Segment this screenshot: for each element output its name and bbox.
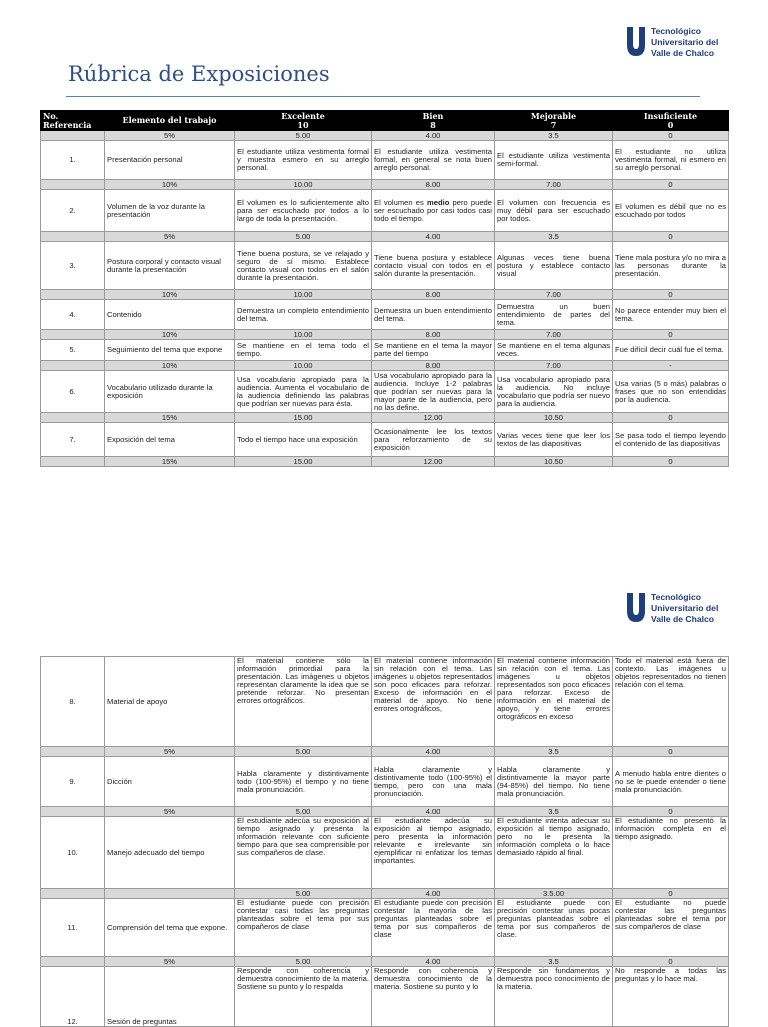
criterion-row [41, 657, 729, 747]
level-mejorable: Varias veces tiene que leer los textos de las diapositivas [495, 423, 613, 457]
logo-text [651, 592, 718, 625]
level-bien: Responde con coherencia y demuestra conocimiento de la materia. Sostiene su punto y lo [372, 967, 495, 1027]
logo-line-2: Universitario del [651, 603, 719, 613]
criterion-number: 10. [41, 817, 105, 889]
title-divider [66, 96, 700, 97]
criterion-row [41, 300, 729, 330]
logo-line-1: Tecnológico [651, 592, 701, 602]
level-insuficiente: El estudiante no utiliza vestimenta formal, ni esmero en su arreglo personal. [613, 141, 729, 180]
header-reference: No. Referencia [41, 111, 105, 131]
criterion-name: Manejo adecuado del tiempo [105, 817, 235, 889]
level-mejorable: Algunas veces tiene buena postura y establece contacto visual [495, 242, 613, 290]
level-excelente: El material contiene sólo la información primordial para la presentación. Las imágenes u objetos representan claramente la idea que se pretende reforzar. No presentan errores ortográficos. [235, 657, 372, 747]
level-insuficiente: El volumen es débil que no es escuchado por todos [613, 190, 729, 232]
criterion-row [41, 817, 729, 889]
logo-line-3: Valle de Chalco [651, 48, 715, 58]
weight-row: 10% 10.00 8.00 7.00 - [41, 361, 729, 371]
criterion-row [41, 190, 729, 232]
criterion-number: 2. [41, 190, 105, 232]
level-mejorable: Habla claramente y distintivamente la mayor parte (94-85%) del tiempo. No tiene mala pronunciación. [495, 757, 613, 807]
weight-row: 5% 5.00 4.00 3.5 0 [41, 747, 729, 757]
level-bien: Tiene buena postura y establece contacto visual con todos en el salón durante la presentación. [372, 242, 495, 290]
table-header-row [41, 111, 729, 131]
level-mejorable: Usa vocabulario apropiado para la audiencia. No incluye vocabulario que podría ser nuevo para la audiencia. [495, 371, 613, 413]
criterion-number: 1. [41, 141, 105, 180]
criterion-number: 12. [41, 967, 105, 1027]
level-excelente: El volumen es lo suficientemente alto para ser escuchado por todos a lo largo de toda la presentación. [235, 190, 372, 232]
level-bien: Ocasionalmente lee los textos para reforzamiento de su exposición [372, 423, 495, 457]
criterion-number: 7. [41, 423, 105, 457]
level-insuficiente: A menudo habla entre dientes o no se le puede entender o tiene mala pronunciación. [613, 757, 729, 807]
level-mejorable: El estudiante puede con precisión contestar unas pocas preguntas planteadas sobre el tema por sus compañeros de clase. [495, 899, 613, 957]
rubric-table-1 [40, 110, 729, 467]
level-insuficiente: Usa varias (5 o más) palabras o frases que no son entendidas por la audiencia. [613, 371, 729, 413]
level-insuficiente: Todo el material está fuera de contexto. Las imágenes u objetos representados no tienen relación con el tema. [613, 657, 729, 747]
level-bien: El estudiante utiliza vestimenta formal, en general se nota buen arreglo personal. [372, 141, 495, 180]
weight-row: 10% 10.00 8.00 7.00 0 [41, 180, 729, 190]
logo-line-1: Tecnológico [651, 26, 701, 36]
level-mejorable: El estudiante intenta adecuar su exposición al tiempo asignado, pero no le presenta la información completa o lo hace demasiado rápido al final. [495, 817, 613, 889]
level-excelente: El estudiante utiliza vestimenta formal y muestra esmero en su arreglo personal. [235, 141, 372, 180]
institution-logo [626, 593, 730, 639]
header-bien: Bien 8 [372, 111, 495, 131]
criterion-row [41, 757, 729, 807]
logo-mark-icon [626, 593, 646, 623]
level-bien: El material contiene información sin relación con el tema. Las imágenes u objetos representados son poco eficaces para reforzar. Exceso de información en el material de apoyo. No tiene errores ortográficos, [372, 657, 495, 747]
header-insuficiente: Insuficiente 0 [613, 111, 729, 131]
header-mejorable: Mejorable 7 [495, 111, 613, 131]
level-excelente: El estudiante adecúa su exposición al tiempo asignado y presenta la información relevante con suficiente tiempo para que sea comprensible por sus compañeros de clase. [235, 817, 372, 889]
criterion-name: Exposición del tema [105, 423, 235, 457]
level-excelente: Se mantiene en el tema todo el tiempo. [235, 340, 372, 361]
criterion-name: Dicción [105, 757, 235, 807]
level-excelente: Responde con coherencia y demuestra conocimiento de la materia. Sostiene su punto y lo respalda [235, 967, 372, 1027]
weight-row: 15% 15.00 12.00 10.50 0 [41, 457, 729, 467]
level-insuficiente: Se pasa todo el tiempo leyendo el contenido de las diapositivas [613, 423, 729, 457]
criterion-row [41, 340, 729, 361]
criterion-row [41, 371, 729, 413]
page-title: Rúbrica de Exposiciones [68, 62, 330, 86]
criterion-name: Presentación personal [105, 141, 235, 180]
weight-row: 15% 15.00 12.00 10.50 0 [41, 413, 729, 423]
level-mejorable: Demuestra un buen entendimiento de partes del tema. [495, 300, 613, 330]
level-excelente: Demuestra un completo entendimiento del tema. [235, 300, 372, 330]
criterion-row [41, 423, 729, 457]
level-bien: Usa vocabulario apropiado para la audiencia. Incluye 1-2 palabras que podrían ser nuevas para la mayor parte de la audiencia, pero no las define. [372, 371, 495, 413]
level-mejorable: El estudiante utiliza vestimenta semi-formal. [495, 141, 613, 180]
level-insuficiente: El estudiante no presentó la información completa en el tiempo asignado. [613, 817, 729, 889]
level-excelente: Habla claramente y distintivamente todo (100-95%) el tiempo y no tiene mala pronunciación. [235, 757, 372, 807]
level-excelente: Todo el tiempo hace una exposición [235, 423, 372, 457]
criterion-row [41, 899, 729, 957]
criterion-name: Vocabulario utilizado durante la exposición [105, 371, 235, 413]
level-insuficiente: Tiene mala postura y/o no mira a las personas durante la presentación. [613, 242, 729, 290]
level-bien: El estudiante adecúa su exposición al tiempo asignado, pero presenta la información relevante e irrelevante sin ejemplificar ni enfatizar los temas importantes. [372, 817, 495, 889]
level-excelente: El estudiante puede con precisión contestar casi todas las preguntas planteadas sobre el tema por sus compañeros de clase [235, 899, 372, 957]
level-mejorable: Responde sin fundamentos y demuestra poco conocimiento de la materia. [495, 967, 613, 1027]
logo-mark-icon [626, 27, 646, 57]
logo-line-3: Valle de Chalco [651, 614, 715, 624]
criterion-number: 11. [41, 899, 105, 957]
level-bien: El estudiante puede con precisión contestar la mayoría de las preguntas planteadas sobre el tema por sus compañeros de clase [372, 899, 495, 957]
level-bien: Demuestra un buen entendimiento del tema. [372, 300, 495, 330]
header-excelente: Excelente 10 [235, 111, 372, 131]
criterion-number: 8. [41, 657, 105, 747]
logo-line-2: Universitario del [651, 37, 719, 47]
criterion-row [41, 967, 729, 1027]
criterion-number: 4. [41, 300, 105, 330]
weight-row: 5% 5.00 4.00 3.5 0 [41, 957, 729, 967]
level-mejorable: El material contiene información sin relación con el tema. Las imágenes u objetos representados son poco eficaces para reforzar. Exceso de información en el material de apoyo, y tiene errores ortográficos en exceso [495, 657, 613, 747]
criterion-number: 5. [41, 340, 105, 361]
criterion-row [41, 141, 729, 180]
weight-row: 10% 10.00 8.00 7.00 0 [41, 330, 729, 340]
header-element: Elemento del trabajo [105, 111, 235, 131]
weight-row: 5% 5.00 4.00 3.5 0 [41, 131, 729, 141]
criterion-number: 3. [41, 242, 105, 290]
criterion-name: Comprensión del tema que expone. [105, 899, 235, 957]
criterion-name: Contenido [105, 300, 235, 330]
level-mejorable: El volumen con frecuencia es muy débil para ser escuchado por todos. [495, 190, 613, 232]
criterion-name: Sesión de preguntas [105, 967, 235, 1027]
criterion-number: 6. [41, 371, 105, 413]
level-bien: Se mantiene en el tema la mayor parte del tiempo [372, 340, 495, 361]
level-insuficiente: No responde a todas las preguntas y lo hace mal. [613, 967, 729, 1027]
level-excelente: Usa vocabulario apropiado para la audiencia. Aumenta el vocabulario de la audiencia definiendo las palabras que podrían ser nuevas para ésta. [235, 371, 372, 413]
weight-row: 5% 5.00 4.00 3.5 0 [41, 232, 729, 242]
criterion-name: Material de apoyo [105, 657, 235, 747]
criterion-name: Postura corporal y contacto visual durante la presentación [105, 242, 235, 290]
level-insuficiente: Fue difícil decir cuál fue el tema. [613, 340, 729, 361]
weight-row: 5% 5.00 4.00 3.5 0 [41, 807, 729, 817]
rubric-table-2 [40, 656, 729, 1027]
weight-row: 10% 10.00 8.00 7.00 0 [41, 290, 729, 300]
institution-logo [626, 27, 730, 73]
level-excelente: Tiene buena postura, se ve relajado y seguro de sí mismo. Establece contacto visual con todos en el salón durante la presentación. [235, 242, 372, 290]
criterion-number: 9. [41, 757, 105, 807]
level-insuficiente: No parece entender muy bien el tema. [613, 300, 729, 330]
logo-text [651, 26, 718, 59]
criterion-row [41, 242, 729, 290]
level-bien: El volumen es medio pero puede ser escuchado por casi todos casi todo el tiempo. [372, 190, 495, 232]
criterion-name: Seguimiento del tema que expone [105, 340, 235, 361]
level-insuficiente: El estudiante no puede contestar las preguntas planteadas sobre el tema por sus compañeros de clase [613, 899, 729, 957]
weight-row: 5.00 4.00 3.5.00 0 [41, 889, 729, 899]
criterion-name: Volumen de la voz durante la presentación [105, 190, 235, 232]
level-mejorable: Se mantiene en el tema algunas veces. [495, 340, 613, 361]
level-bien: Habla claramente y distintivamente todo (100-95%) el tiempo, pero con una mala pronunciación. [372, 757, 495, 807]
